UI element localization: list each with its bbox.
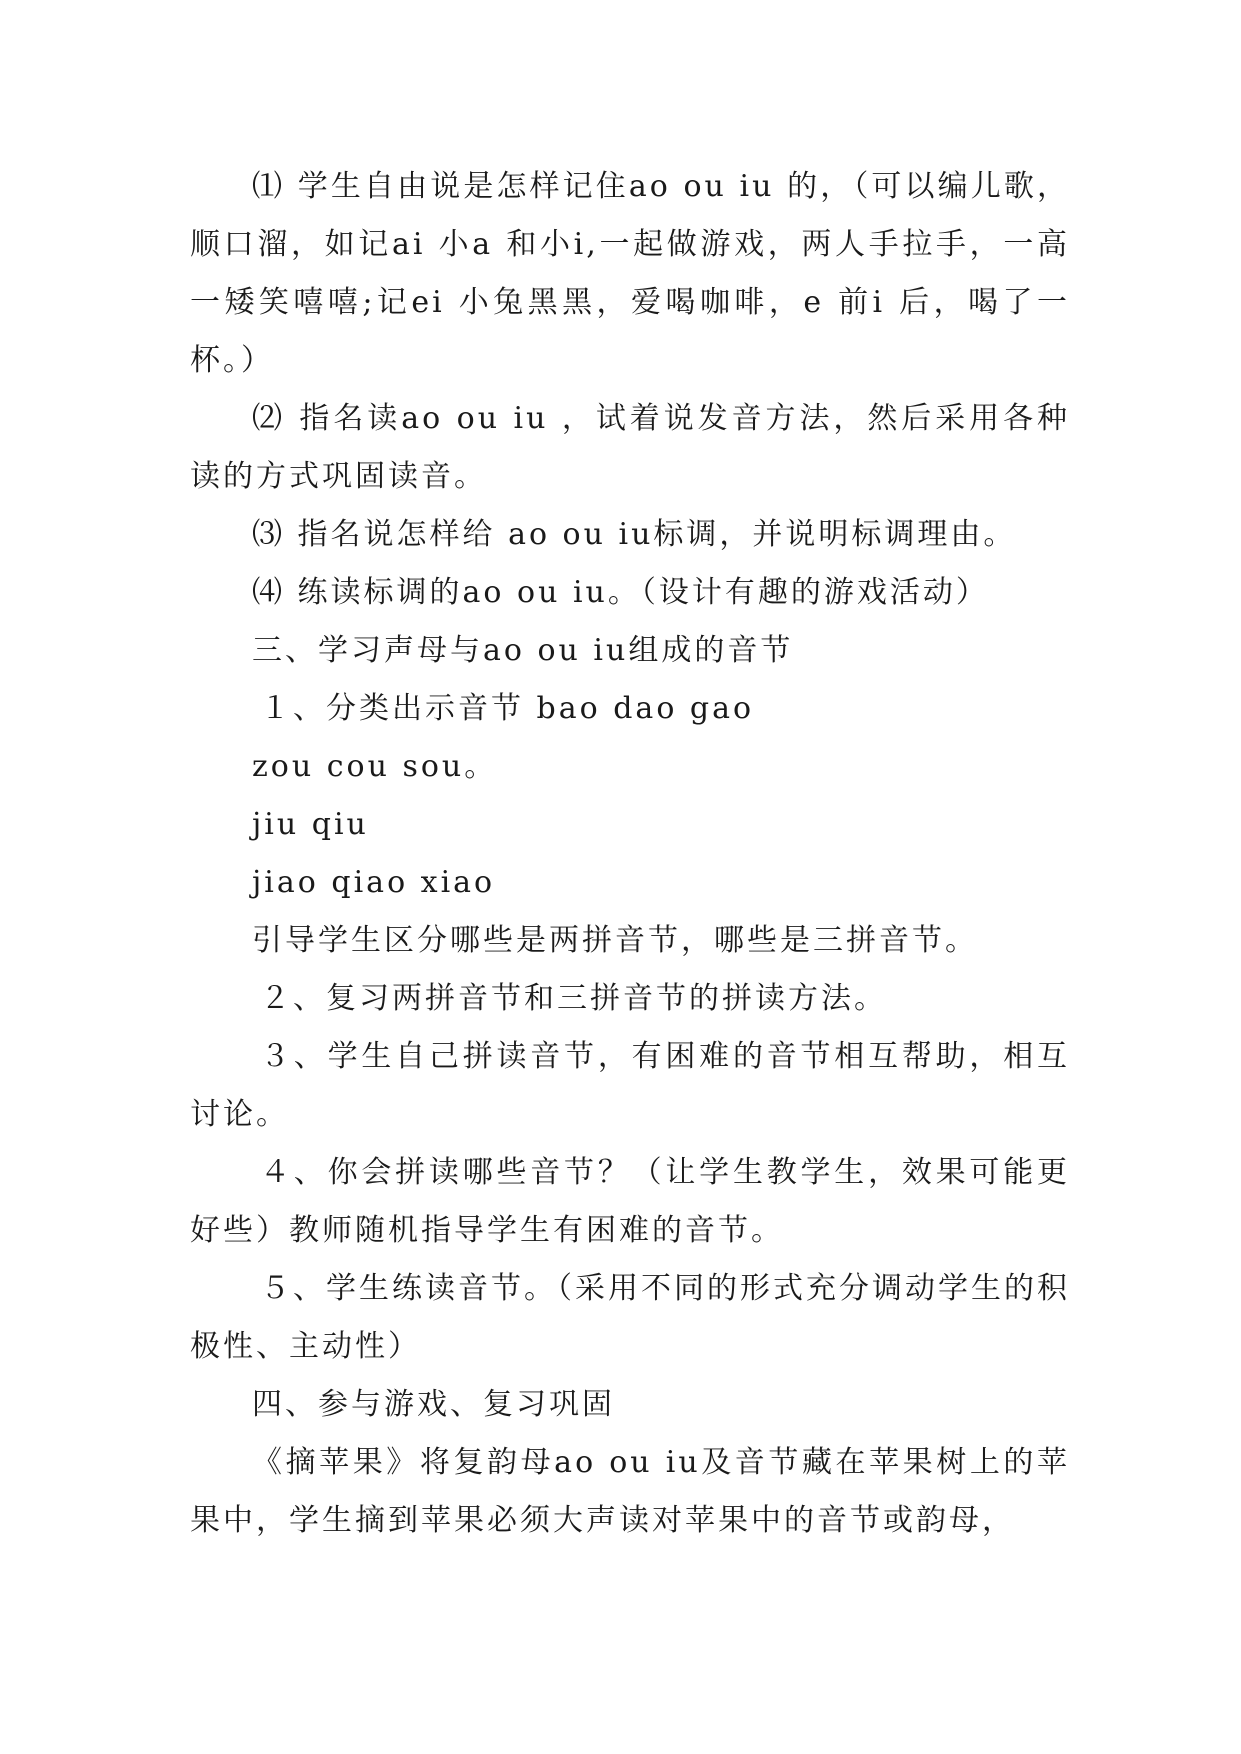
step-3-self-read: ３、学生自己拼读音节，有困难的音节相互帮助，相互讨论。: [190, 1039, 1070, 1132]
paragraph-tone-marking: ⑶ 指名说怎样给 ao ou iu标调，并说明标调理由。: [252, 517, 1017, 552]
section-heading-3: 三、学习声母与ao ou iu组成的音节: [252, 633, 794, 668]
paragraph-memory-methods: ⑴ 学生自由说是怎样记住ao ou iu 的，（可以编儿歌，顺口溜，如记ai 小a 和小i,一起做游戏，两人手拉手，一高一矮笑嘻嘻;记ei 小兔黑黑，爱喝咖啡，e 前i 后，喝了一杯。）: [190, 169, 1070, 378]
syllable-line-jiao: jiao qiao xiao: [252, 865, 496, 900]
paragraph-apple-game: 《摘苹果》将复韵母ao ou iu及音节藏在苹果树上的苹果中，学生摘到苹果必须大声读对苹果中的音节或韵母，: [190, 1445, 1070, 1538]
step-2-review: ２、复习两拼音节和三拼音节的拼读方法。: [260, 981, 887, 1016]
syllable-line-jiu: jiu qiu: [252, 807, 369, 842]
step-5-practice: ５、学生练读音节。（采用不同的形式充分调动学生的积极性、主动性）: [190, 1271, 1070, 1364]
syllable-line-zou: zou cou sou。: [252, 749, 498, 784]
section-heading-4: 四、参与游戏、复习巩固: [252, 1387, 615, 1422]
paragraph-practice-tones: ⑷ 练读标调的ao ou iu。（设计有趣的游戏活动）: [252, 575, 989, 610]
paragraph-distinguish: 引导学生区分哪些是两拼音节，哪些是三拼音节。: [252, 923, 978, 958]
document-body: [190, 158, 1070, 1550]
step-4-which-syllables: ４、你会拼读哪些音节？（让学生教学生，效果可能更好些）教师随机指导学生有困难的音节。: [190, 1155, 1070, 1248]
paragraph-read-aloud: ⑵ 指名读ao ou iu ，试着说发音方法，然后采用各种读的方式巩固读音。: [190, 401, 1070, 494]
step-1-syllables: １、分类出示音节 bao dao gao: [260, 691, 755, 726]
